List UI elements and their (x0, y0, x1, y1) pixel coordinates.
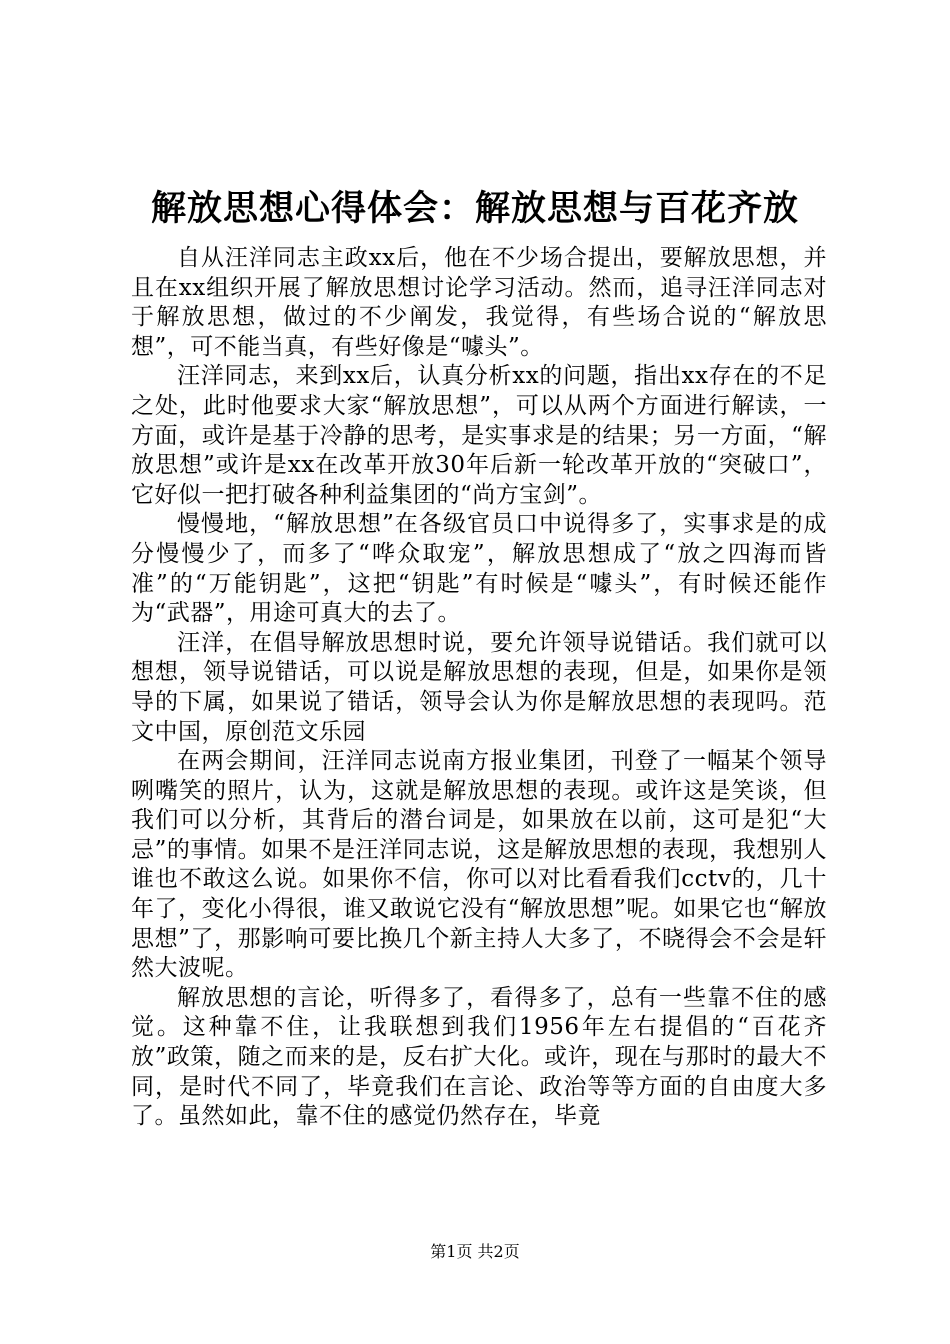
paragraph-3: 慢慢地，“解放思想”在各级官员口中说得多了，实事求是的成分慢慢少了，而多了“哗众取宠”，解放思想成了“放之四海而皆准”的“万能钥匙”，这把“钥匙”有时候是“噱头”，有时候还能作为“武器”，用途可真大的去了。 (131, 511, 827, 627)
document-body (131, 244, 827, 1132)
paragraph-6: 解放思想的言论，听得多了，看得多了，总有一些靠不住的感觉。这种靠不住，让我联想到我们1956年左右提倡的“百花齐放”政策，随之而来的是，反右扩大化。或许，现在与那时的最大不同，是时代不同了，毕竟我们在言论、政治等等方面的自由度大多了。虽然如此，靠不住的感觉仍然存在，毕竟 (131, 984, 827, 1130)
paragraph-1: 自从汪洋同志主政xx后，他在不少场合提出，要解放思想，并且在xx组织开展了解放思想讨论学习活动。然而，追寻汪洋同志对于解放思想，做过的不少阐发，我觉得，有些场合说的“解放思想”，可不能当真，有些好像是“噱头”。 (131, 245, 827, 360)
paragraph-5: 在两会期间，汪洋同志说南方报业集团，刊登了一幅某个领导咧嘴笑的照片，认为，这就是解放思想的表现。或许这是笑谈，但我们可以分析，其背后的潜台词是，如果放在以前，这可是犯“大忌”的事情。如果不是汪洋同志说，这是解放思想的表现，我想别人谁也不敢这么说。如果你不信，你可以对比看看我们cctv的，几十年了，变化小得很，谁又敢说它没有“解放思想”呢。如果它也“解放思想”了，那影响可要比换几个新主持人大多了，不晓得会不会是轩然大波呢。 (131, 748, 827, 982)
paragraph-2: 汪洋同志，来到xx后，认真分析xx的问题，指出xx存在的不足之处，此时他要求大家“解放思想”，可以从两个方面进行解读，一方面，或许是基于冷静的思考，是实事求是的结果；另一方面，“解放思想”或许是xx在改革开放30年后新一轮改革开放的“突破口”，它好似一把打破各种利益集团的“尚方宝剑”。 (131, 363, 827, 508)
paragraph-4: 汪洋，在倡导解放思想时说，要允许领导说错话。我们就可以想想，领导说错话，可以说是解放思想的表现，但是，如果你是领导的下属，如果说了错话，领导会认为你是解放思想的表现吗。范文中国，原创范文乐园 (131, 629, 827, 745)
document-title: 解放思想心得体会：解放思想与百花齐放 (150, 188, 799, 229)
page-footer: 第1页 共2页 (430, 1242, 520, 1261)
